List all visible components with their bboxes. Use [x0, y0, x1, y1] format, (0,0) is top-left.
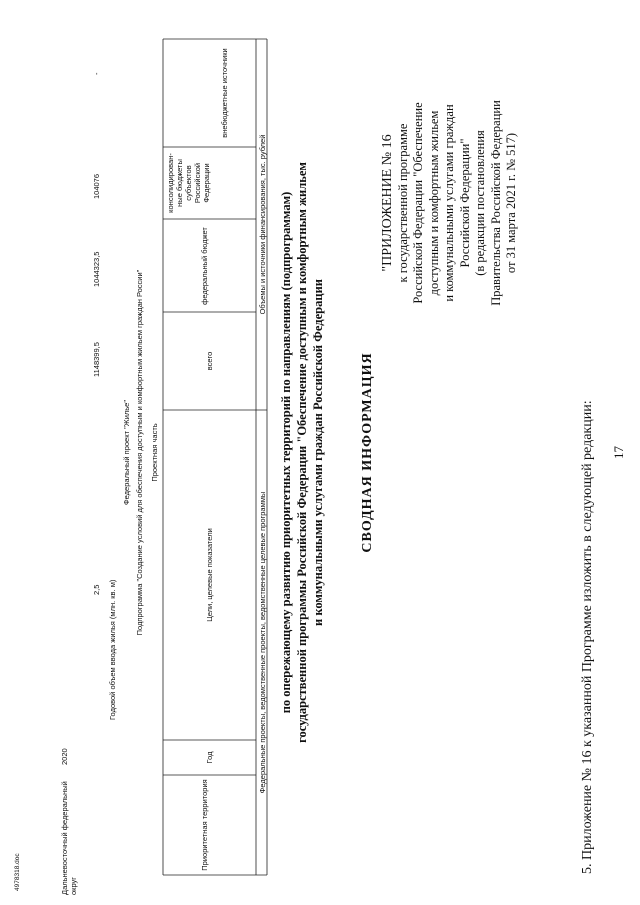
appendix-line: Правительства Российской Федерации — [488, 100, 503, 306]
table-group-header-financing: Объемы и источники финансирования, тыс. рублей — [258, 134, 267, 315]
subtitle-line: по опережающему развитию приоритетных территорий по направлениям (подпрограммам) — [279, 191, 293, 714]
appendix-line: доступным и комфортным жильем — [426, 110, 441, 296]
row-territory: Дальневосточный федеральный округ — [60, 781, 78, 895]
column-header-consolidated: консолидирован-ные бюджеты субъектов Российской Федерации — [166, 153, 211, 213]
page-number: 17 — [611, 446, 626, 459]
federal-project-title: Федеральный проект "Жилье" — [122, 399, 131, 506]
appendix-line: Российской Федерации" — [457, 138, 472, 268]
column-header-federal: федеральный бюджет — [200, 227, 209, 305]
row-indicator-value: 2,5 — [92, 584, 101, 595]
appendix-line: "ПРИЛОЖЕНИЕ № 16 — [380, 134, 395, 272]
column-header-year: Год — [205, 751, 214, 764]
row-total: 1148399,5 — [92, 342, 101, 377]
footer-document-id: 4978318.doc — [14, 853, 21, 891]
instruction-text: 5. Приложение № 16 к указанной Программе изложить в следующей редакции: — [580, 400, 595, 874]
appendix-line: и коммунальными услугами граждан — [442, 104, 456, 302]
column-header-goals: Цели, целевые показатели — [205, 528, 214, 622]
indicator-label: Годовой объем ввода жилья (млн. кв. м) — [108, 579, 117, 720]
document-title: СВОДНАЯ ИНФОРМАЦИЯ — [360, 352, 375, 553]
subprogram-title: Подпрограмма "Создание условий для обеспечения доступным и комфортным жильем граждан России" — [135, 269, 144, 636]
appendix-line: к государственной программе — [395, 123, 410, 283]
row-consolidated: 104076 — [92, 173, 101, 199]
row-federal: 1044323,5 — [92, 251, 101, 287]
subtitle-line: и коммунальными услугами граждан Российской Федерации — [311, 279, 325, 626]
section-title: Проектная часть — [150, 423, 159, 482]
appendix-line: Российской Федерации "Обеспечение — [411, 102, 425, 304]
row-year: 2020 — [60, 748, 69, 765]
column-header-extrabudget: внебюджетные источники — [220, 48, 229, 138]
appendix-line: от 31 марта 2021 г. № 517) — [504, 132, 518, 274]
row-extrabudget: - — [92, 72, 101, 75]
column-header-total: всего — [205, 351, 214, 371]
subtitle-line: государственной программы Российской Федерации "Обеспечение доступным и комфортным жильем — [295, 162, 309, 743]
appendix-line: (в редакции постановления — [473, 130, 487, 276]
table-group-header-projects: Федеральные проекты, ведомственные проекты, ведомственные целевые программы — [258, 491, 267, 794]
column-header-territory: Приоритетная территория — [200, 779, 209, 871]
